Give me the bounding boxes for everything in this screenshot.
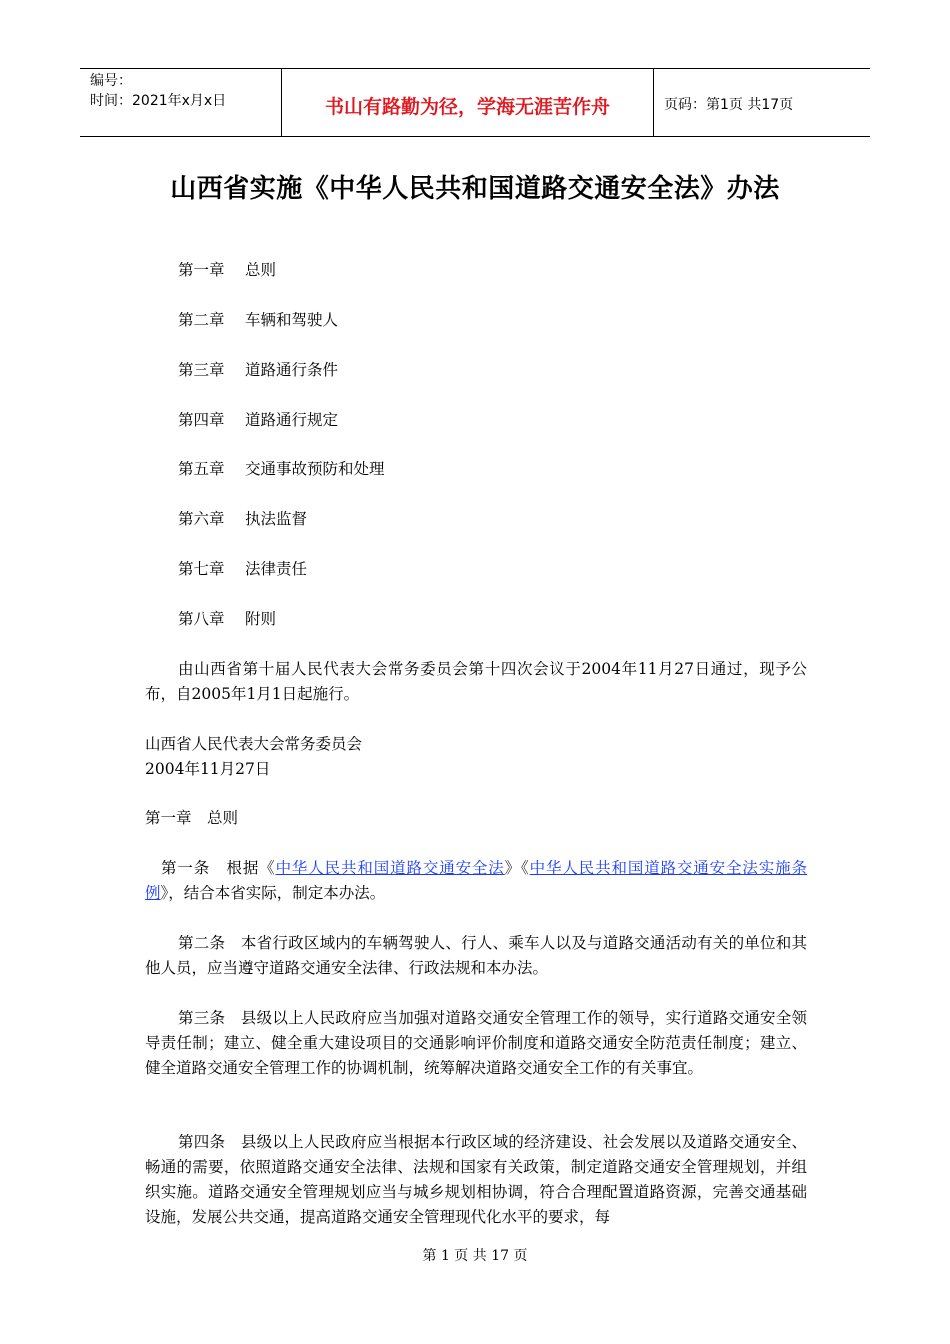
toc-chapter-number: 第七章 [178,560,225,578]
toc-item [178,607,276,632]
toc-chapter-name: 道路通行规定 [245,411,339,429]
toc-chapter-number: 第二章 [178,311,225,329]
toc-chapter-name: 总则 [245,261,277,279]
promulgation-paragraph: 由山西省第十届人民代表大会常务委员会第十四次会议于2004年11月27日通过，现予公布，自2005年1月1日起施行。 [145,660,807,703]
toc-chapter-number: 第六章 [178,510,225,528]
regulation-link[interactable]: 中华人民共和国道路交通安全法实施条例 [145,859,807,902]
article-1-suffix: 》，结合本省实际，制定本办法。 [160,884,386,902]
article-1-mid: 》《 [504,859,530,877]
document-title: 山西省实施《中华人民共和国道路交通安全法》办法 [170,174,780,204]
toc-item [178,457,385,482]
toc-chapter-name: 执法监督 [245,510,308,528]
toc-item [178,258,276,283]
toc-chapter-number: 第八章 [178,610,225,628]
header-motto: 书山有路勤为径，学海无涯苦作舟 [282,69,654,136]
toc-chapter-number: 第三章 [178,361,225,379]
toc-item [178,358,338,383]
article-1-prefix: 第一条 根据《 [161,859,276,877]
header-page-info: 页码：第1页 共17页 [664,96,794,113]
issue-date: 2004年11月27日 [145,760,271,778]
time-label: 时间：2021年x月x日 [90,93,227,109]
toc-chapter-number: 第四章 [178,411,225,429]
number-label: 编号： [90,73,132,89]
chapter-heading: 第一章 总则 [145,809,239,827]
toc-chapter-number: 第一章 [178,261,225,279]
toc-chapter-name: 道路通行条件 [245,361,339,379]
toc-item [178,507,307,532]
header-meta [80,69,282,136]
toc-chapter-number: 第五章 [178,460,225,478]
toc-item [178,408,338,433]
article-3: 第三条 县级以上人民政府应当加强对道路交通安全管理工作的领导，实行道路交通安全领导责任制；建立、健全重大建设项目的交通影响评价制度和道路交通安全防范责任制度；建立、健全道路交通安全管理工作的协调机制，统筹解决道路交通安全工作的有关事宜。 [145,1009,807,1077]
article-4: 第四条 县级以上人民政府应当根据本行政区域的经济建设、社会发展以及道路交通安全、畅通的需要，依照道路交通安全法律、法规和国家有关政策，制定道路交通安全管理规划，并组织实施。道路交通安全管理规划应当与城乡规划相协调，符合合理配置道路资源，完善交通基础设施，发展公共交通，提高道路交通安全管理现代化水平的要求，每 [145,1133,807,1226]
page-footer: 第 1 页 共 17 页 [422,1248,528,1264]
toc-chapter-name: 交通事故预防和处理 [245,460,385,478]
toc-chapter-name: 法律责任 [245,560,308,578]
toc-item [178,308,338,333]
toc-chapter-name: 附则 [245,610,277,628]
document-header [80,68,870,137]
article-1 [145,856,807,906]
article-2: 第二条 本省行政区域内的车辆驾驶人、行人、乘车人以及与道路交通活动有关的单位和其他人员，应当遵守道路交通安全法律、行政法规和本办法。 [145,934,807,977]
toc-item [178,557,307,582]
toc-chapter-name: 车辆和驾驶人 [245,311,339,329]
issuer: 山西省人民代表大会常务委员会 [145,735,363,753]
law-link[interactable]: 中华人民共和国道路交通安全法 [275,859,505,877]
